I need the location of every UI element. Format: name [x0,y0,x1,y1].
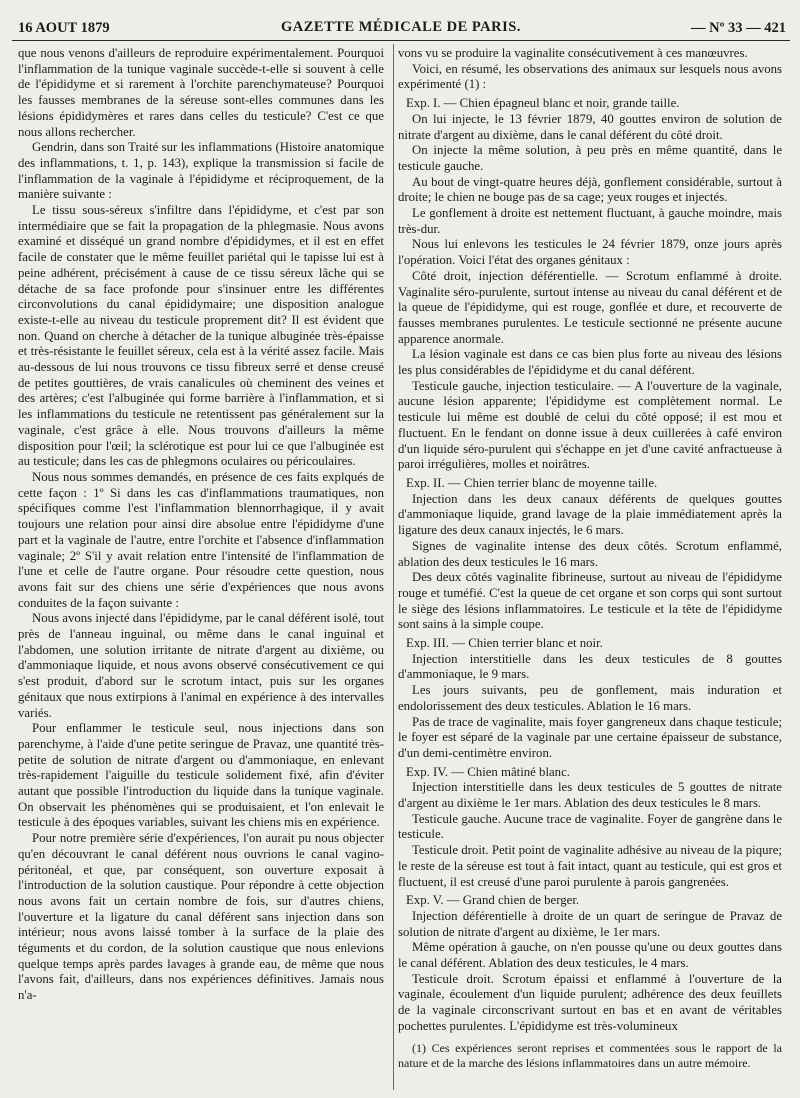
paragraph: Les jours suivants, peu de gonflement, mais induration et endolorissement des deux testicules. Ablation le 16 mars. [398,683,782,713]
paragraph: La lésion vaginale est dans ce cas bien plus forte au niveau des lésions les plus considérables de l'épididyme et du canal déférent. [398,347,782,378]
paragraph: Injection interstitielle dans les deux testicules de 5 gouttes de nitrate d'argent au dixième le 1er mars. Ablation des deux testicules le 8 mars. [398,780,782,811]
paragraph: Testicule gauche. Aucune trace de vaginalite. Foyer de gangrène dans le testicule. [398,811,782,842]
journal-title: GAZETTE MÉDICALE DE PARIS. [281,19,521,35]
paragraph: Injection dans les deux canaux déférents de quelques gouttes d'ammoniaque liquide, grand lavage de la plaie immédiatement après la ligature des deux canaux injectés, le 6 mars. [398,491,782,538]
continued-paragraph: que nous venons d'ailleurs de reproduire expérimentalement. Pourquoi l'inflammation de la tunique vaginale succède-t-elle si souvent à celle de l'épididyme et si rarement à l'orchite parenchymateuse? Pourquoi les fausses membranes de la séreuse sont-elles communes dans les lésions épididymères et rares dans celles du testicule? C'est ce que nous allons rechercher. [18,46,384,139]
paragraph: Nous avons injecté dans l'épididyme, par le canal déférent isolé, tout près de l'anneau inguinal, ou même dans le canal inguinal et l'abdomen, une solution irritante de nitrate d'argent au dixième, ou d'ammoniaque liquide, et nous avons observé consécutivement ce qui s'est produit, d'abord sur le scrotum intact, puis sur les organes génitaux que nous extirpions à l'animal en expérience à des intervalles variés. [18,611,384,720]
right-column [398,46,782,1090]
paragraph: Injection interstitielle dans les deux testicules de 8 gouttes d'ammoniaque, le 9 mars. [398,651,782,682]
paragraph: On lui injecte, le 13 février 1879, 40 gouttes environ de solution de nitrate d'argent au dixième, dans le canal déférent du côté droit. [398,111,782,142]
left-column [18,46,384,1090]
paragraph: Testicule droit. Scrotum épaissi et enflammé à l'ouverture de la vaginale, écoulement d'un liquide purulent; adhérence des deux feuillets de la vaginale circonscrivant surtout en bas et en avant de véritables pochettes purulentes. L'épididyme est très-volumineux [398,971,782,1033]
paragraph: Le tissu sous-séreux s'infiltre dans l'épididyme, et c'est par son intermédiaire que se fait la propagation de la phlegmasie. Nous avons examiné et disséqué un grand nombre d'épididymes, et il est en effet facile de constater que le même feuillet pariétal qui le tapisse lui est à peine adhérent, précisément à cause de ce tissu séreux lâche qui se détache de sa face profonde pour s'insinuer entre les différentes circonvolutions du canal épididymaire; une disposition analogue existe-t-elle au niveau du testicule proprement dit? Il est évident que non. Quand on cherche à détacher de la tunique albuginée très-épaisse et très-résistante le feuillet séreux, cela est à la vérité assez facile. Mais au-dessous de lui nous trouvons ce tissu fibreux serré et dense creusé de petites gouttières, de vrais canalicules où cheminent des veines et des artères; c'est l'albuginée qui forme barrière à l'inflammation, et si les inflammations du testicule ne retentissent pas généralement sur la vaginale, c'est grâce à elle. Nous trouvons d'ailleurs la même disposition pour l'œil; la sclérotique est pour lui ce que l'albuginée est au testicule; dans les cas de phlegmons oculaires ou péricoulaires. [18,203,384,469]
paragraph: Signes de vaginalite intense des deux côtés. Scrotum enflammé, ablation des deux testicules le 16 mars. [398,538,782,569]
header-issue [691,20,786,37]
experiment-heading: Exp. I. — Chien épagneul blanc et noir, grande taille. [406,96,680,111]
experiment-heading: Exp. II. — Chien terrier blanc de moyenne taille. [406,475,658,490]
paragraph: Au bout de vingt-quatre heures déjà, gonflement considérable, surtout à droite; le chien ne bouge pas de sa cage; yeux rouges et injectés. [398,174,782,205]
paragraph: Pour notre première série d'expériences, l'on aurait pu nous objecter qu'en découvrant le canal déférent nous ouvrions le canal vagino-péritonéal, et que, par conséquent, son ouverture exposait à l'introduction de la solution caustique. Pour répondre à cette objection nous avons fait un certain nombre de fois, sur d'autres chiens, l'ouverture et la ligature du canal déférent sans injection dans son intérieur; nous avons laissé tomber à la surface de la plaie des téguments et du cordon, de la solution caustique que nous enlevions quelque temps après pardes lavages à grande eau, de même que nous l'avons fait, d'ailleurs, dans nos expériences définitives. Jamais nous n'a- [18,831,384,1003]
paragraph: Côté droit, injection déférentielle. — Scrotum enflammé à droite. Vaginalite séro-purulente, surtout intense au niveau du canal déférent et de la queue de l'épididyme, qui est rouge, gonflée et dure, et recouverte de fausses membranes purulentes. Le testicule sectionné ne présente aucune apparence anormale. [398,268,782,346]
paragraph: Nous nous sommes demandés, en présence de ces faits explqués de cette façon : 1º Si dans les cas d'inflammations traumatiques, non spécifiques comme l'est l'inflammation blennorrhagique, il y avait toujours une relation pour ainsi dire absolue entre l'épididyme d'une part et la vaginale de l'autre, entre l'orchite et l'absence d'inflammation vaginale; 2º S'il y avait relation entre l'intensité de l'inflammation de l'une et celle de l'autre organe. Pour résoudre cette question, nous avons fait sur des chiens une série d'expériences que nous avons conduites de la façon suivante : [18,469,384,610]
experiment-heading: Exp. V. — Grand chien de berger. [406,893,580,908]
paragraph: Pas de trace de vaginalite, mais foyer gangreneux dans chaque testicule; le foyer est séparé de la vaginale par une certaine épaisseur de substance, d'un demi-centimètre environ. [398,714,782,760]
paragraph: Nous lui enlevons les testicules le 24 février 1879, onze jours après l'opération. Voici l'état des organes génitaux : [398,237,782,268]
continued-paragraph: vons vu se produire la vaginalite consécutivement à ces manœuvres. [398,46,748,60]
header-date: 16 AOUT 1879 [18,20,110,36]
page-header [12,14,790,41]
paragraph: Pour enflammer le testicule seul, nous injections dans son parenchyme, à l'aide d'une petite seringue de Pravaz, une quantité très-petite de solution de nitrate d'argent ou d'ammoniaque, en enlevant très-rapidement l'aiguille du testicule solidement fixé, afin d'éviter autant que possible l'introduction du liquide dans la tunique vaginale. On observait les phénomènes qui se produisaient, et l'on enlevait le testicule à des époques variables, suivant les chiens mis en expérience. [18,721,384,830]
paragraph: Même opération à gauche, on n'en pousse qu'une ou deux gouttes dans le canal déférent. Ablation des deux testicules, le 4 mars. [398,940,782,971]
experiment-heading: Exp. III. — Chien terrier blanc et noir. [406,636,603,651]
paragraph: Des deux côtés vaginalite fibrineuse, surtout au niveau de l'épididyme rouge et tuméfié. C'est la queue de cet organe et son corps qui sont surtout le siège des lésions inflammatoires. Le testicule et la tête de l'épididyme sont sains à la simple coupe. [398,570,782,632]
page-number: 421 [764,20,786,36]
column-divider [393,44,394,1090]
issue-number: — Nº 33 — [690,20,761,36]
paragraph: Le gonflement à droite est nettement fluctuant, à gauche moindre, mais très-dur. [398,206,782,236]
paragraph: Testicule gauche, injection testiculaire. — A l'ouverture de la vaginale, aucune lésion apparente; l'épididyme est complètement normal. Le testicule lui même est doublé de celui du côté opposé; il est mou et fluctuent. En le fendant on donne issue à deux cuillerées à café environ d'un liquide séro-purulent qui s'échappe en jet d'une cavité anfractueuse à paroi irrégulières, molles et noirâtres. [398,378,782,472]
paragraph: Voici, en résumé, les observations des animaux sur lesquels nous avons expérimenté (1) : [398,61,782,92]
footnote: (1) Ces expériences seront reprises et commentées sous le rapport de la nature et de la marche des lésions inflammatoires dans un autre mémoire. [398,1040,782,1071]
paragraph: On injecte la même solution, à peu près en même quantité, dans le testicule gauche. [398,143,782,173]
paragraph: Gendrin, dans son Traité sur les inflammations (Histoire anatomique des inflammations, t. 1, p. 143), explique la transmission si facile de l'inflammation de la vaginale à l'épididyme et réciproquement, de la manière suivante : [18,140,384,202]
experiment-heading: Exp. IV. — Chien mâtiné blanc. [406,764,570,779]
paragraph: Testicule droit. Petit point de vaginalite adhésive au niveau de la piqure; le reste de la séreuse est tout à fait intact, quant au testicule, qui est gros et fluctuent, il est creusé d'une paroi purulente à parois gangrenées. [398,843,782,889]
paragraph: Injection déférentielle à droite de un quart de seringue de Pravaz de solution de nitrate d'argent au dixième, le 1er mars. [398,908,782,939]
